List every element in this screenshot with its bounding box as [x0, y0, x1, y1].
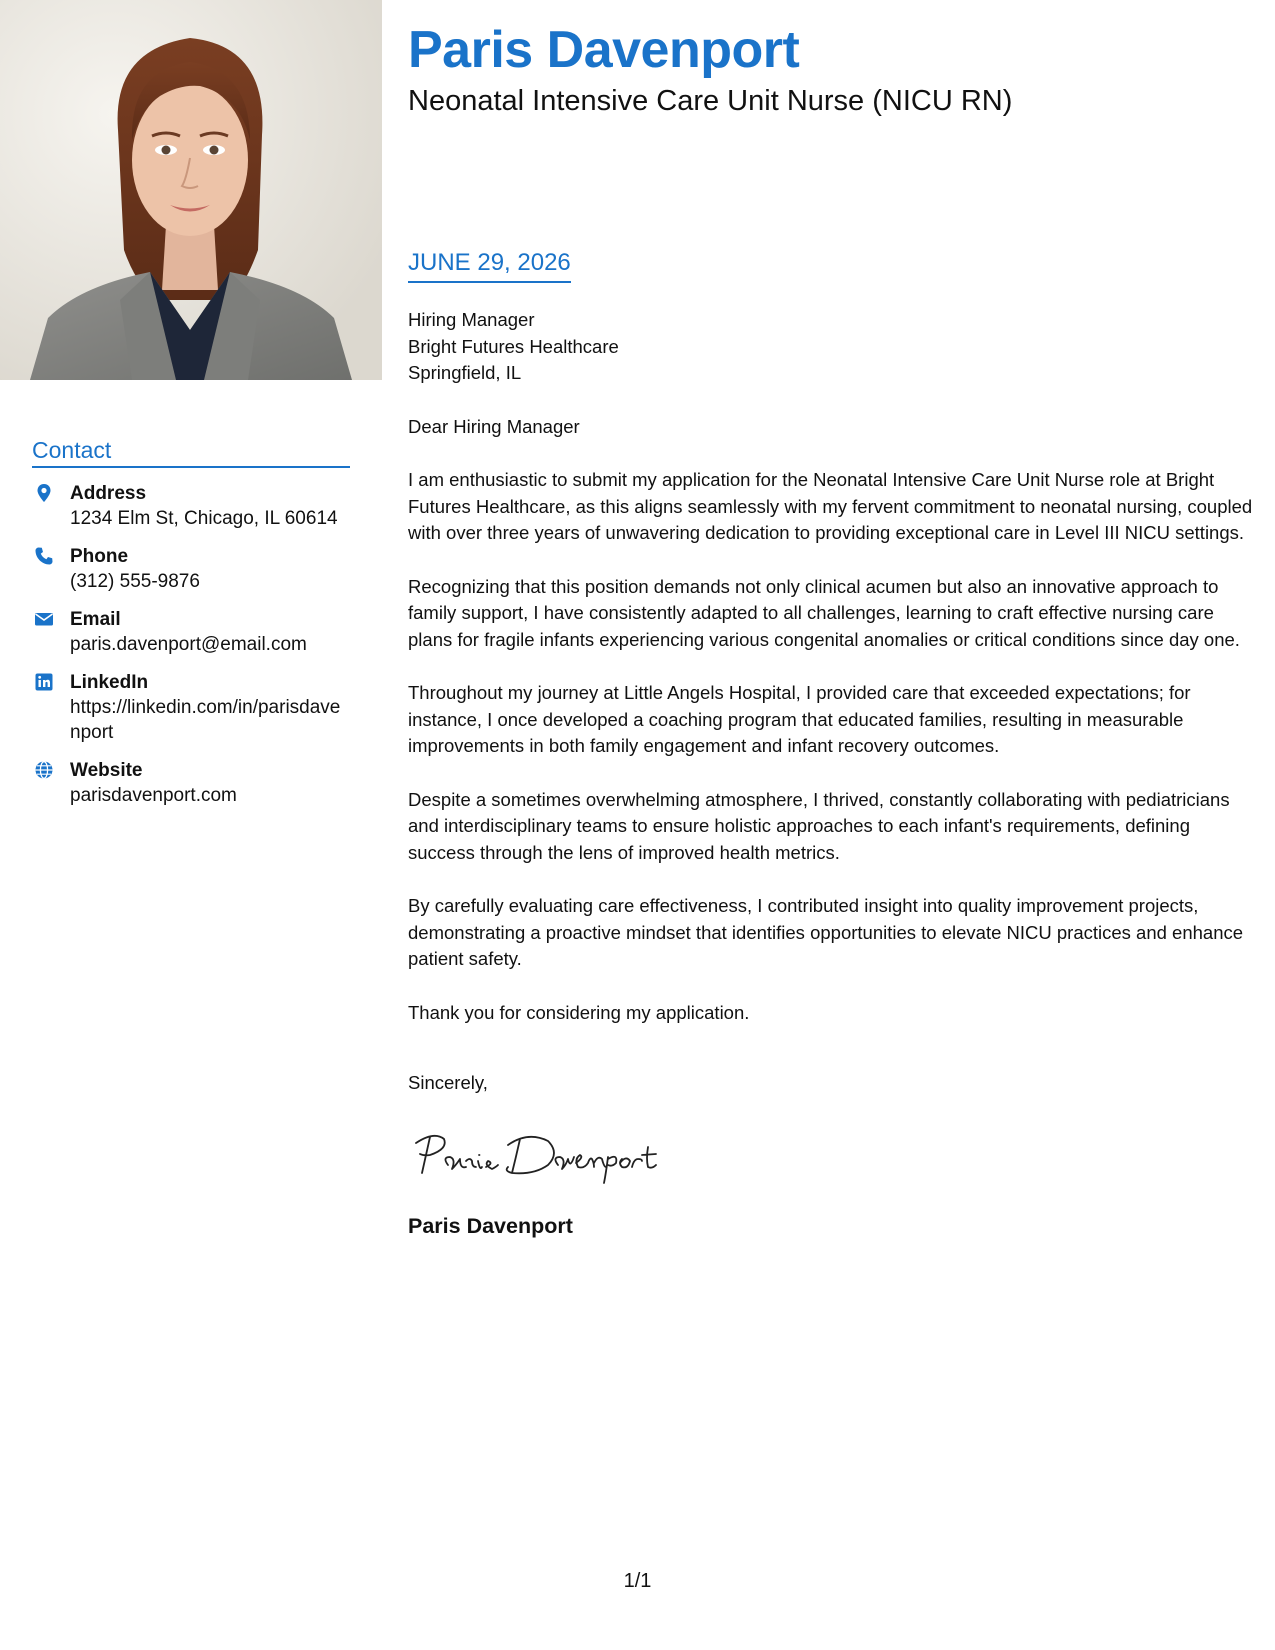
signature-icon	[408, 1127, 668, 1187]
globe-icon	[34, 760, 54, 780]
contact-label: Phone	[70, 546, 129, 568]
recipient-line: Springfield, IL	[408, 362, 522, 383]
recipient-line: Bright Futures Healthcare	[408, 335, 619, 357]
contact-item-website	[32, 758, 350, 808]
phone-value: (312) 555-9876	[70, 571, 200, 593]
contact-label: Address	[70, 483, 147, 505]
contact-label: LinkedIn	[70, 672, 149, 694]
sidebar	[0, 0, 382, 1650]
applicant-name: Paris Davenport	[408, 21, 800, 79]
contact-item-phone	[32, 544, 350, 594]
linkedin-value[interactable]: https://linkedin.com/in/parisdavenport	[70, 697, 341, 744]
recipient-block	[408, 307, 1253, 387]
contact-label: Website	[70, 760, 143, 782]
salutation: Dear Hiring Manager	[408, 415, 580, 437]
profile-photo	[0, 0, 382, 380]
address-value: 1234 Elm St, Chicago, IL 60614	[70, 508, 338, 530]
page-number: 1/1	[623, 1570, 652, 1592]
letter-paragraph: I am enthusiastic to submit my application for the Neonatal Intensive Care Unit Nurse role at Bright Futures Healthcare, as this aligns seamlessly with my fervent commitment to neonatal nursing, coupled with over three years of unwavering dedication to providing exceptional care in Level III NICU settings.	[408, 469, 1253, 543]
handwritten-signature	[408, 1127, 1253, 1187]
letter-body	[408, 307, 1253, 1239]
job-title: Neonatal Intensive Care Unit Nurse (NICU RN)	[408, 85, 1013, 117]
letter-date: JUNE 29, 2026	[408, 249, 571, 283]
closing: Sincerely,	[408, 1072, 488, 1093]
letter-paragraph: Recognizing that this position demands not only clinical acumen but also an innovative approach to family support, I have consistently adapted to all challenges, learning to craft effective nursing care plans for fragile infants experiencing various congenital anomalies or critical conditions since day one.	[408, 575, 1240, 650]
letter-paragraph: By carefully evaluating care effectiveness, I contributed insight into quality improvement projects, demonstrating a proactive mindset that identifies opportunities to elevate NICU practices and enhance patient safety.	[408, 895, 1244, 969]
recipient-line: Hiring Manager	[408, 309, 535, 330]
contact-item-linkedin	[32, 670, 350, 745]
contact-item-email	[32, 607, 350, 657]
letter-paragraph: Despite a sometimes overwhelming atmosphere, I thrived, constantly collaborating with pediatricians and interdisciplinary teams to ensure holistic approaches to each infant's requirements, defining success through the lens of improved health metrics.	[408, 788, 1230, 863]
portrait-illustration	[0, 0, 382, 380]
letter-paragraph: Throughout my journey at Little Angels Hospital, I provided care that exceeded expectations; for instance, I once developed a coaching program that educated families, resulting in measurable improvements in both family engagement and infant recovery outcomes.	[408, 682, 1191, 756]
linkedin-icon	[34, 672, 54, 692]
website-value[interactable]: parisdavenport.com	[70, 785, 237, 807]
location-pin-icon	[34, 483, 54, 503]
contact-section	[32, 437, 350, 808]
contact-label: Email	[70, 609, 121, 631]
envelope-icon	[34, 609, 54, 629]
contact-heading: Contact	[32, 437, 350, 468]
email-value[interactable]: paris.davenport@email.com	[70, 634, 307, 656]
contact-item-address	[32, 481, 350, 531]
letter-paragraph: Thank you for considering my application.	[408, 1001, 750, 1023]
phone-icon	[34, 546, 54, 566]
signer-name: Paris Davenport	[408, 1213, 573, 1238]
